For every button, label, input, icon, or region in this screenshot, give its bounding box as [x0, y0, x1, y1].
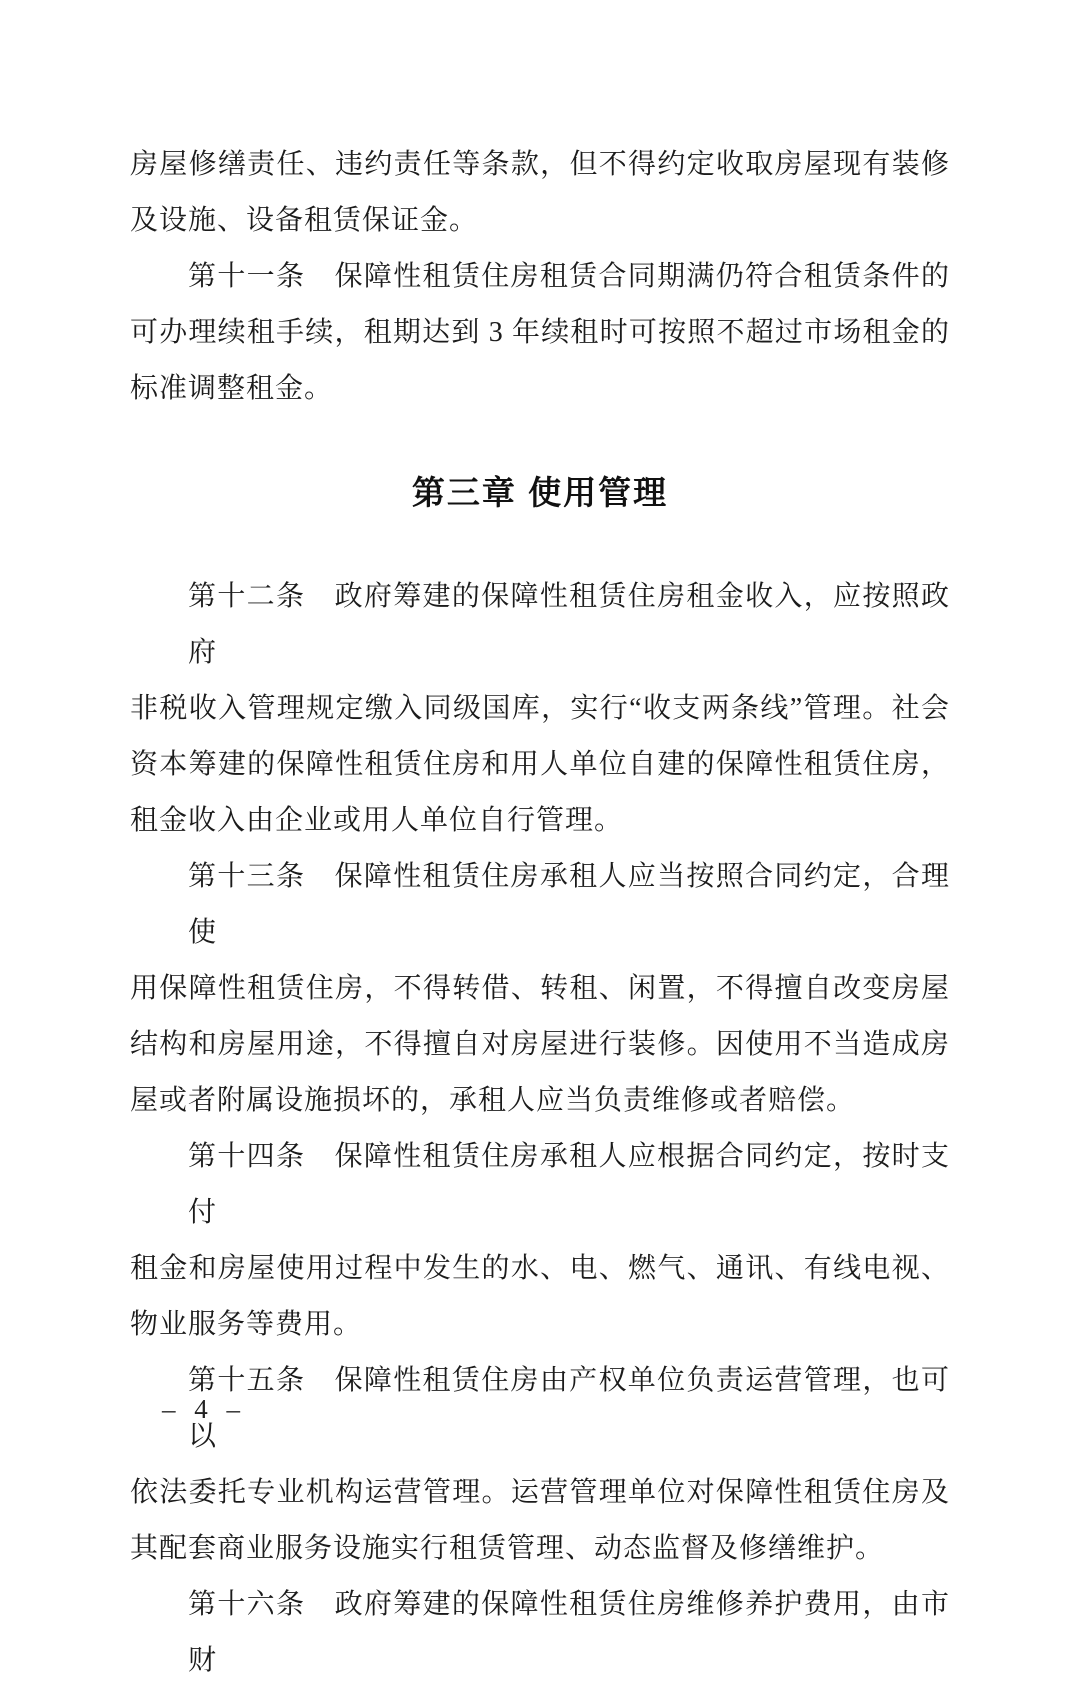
body-line-article-14: 第十四条 保障性租赁住房承租人应根据合同约定，按时支付	[188, 1141, 950, 1228]
body-line: 租金和房屋使用过程中发生的水、电、燃气、通讯、有线电视、	[130, 1253, 950, 1284]
body-line: 标准调整租金。	[130, 373, 334, 404]
body-line: 非税收入管理规定缴入同级国库，实行“收支两条线”管理。社会	[130, 693, 950, 724]
body-line-article-12: 第十二条 政府筹建的保障性租赁住房租金收入，应按照政府	[188, 581, 950, 668]
body-line: 用保障性租赁住房，不得转借、转租、闲置，不得擅自改变房屋	[130, 973, 950, 1004]
body-line: 其配套商业服务设施实行租赁管理、动态监督及修缮维护。	[130, 1533, 885, 1564]
body-line: 依法委托专业机构运营管理。运营管理单位对保障性租赁住房及	[130, 1477, 950, 1508]
body-line: 资本筹建的保障性租赁住房和用人单位自建的保障性租赁住房，	[130, 749, 950, 780]
body-line: 结构和房屋用途，不得擅自对房屋进行装修。因使用不当造成房	[130, 1029, 950, 1060]
body-line-article-16: 第十六条 政府筹建的保障性租赁住房维修养护费用，由市财	[188, 1589, 950, 1676]
body-line: 屋或者附属设施损坏的，承租人应当负责维修或者赔偿。	[130, 1085, 856, 1116]
body-line-article-11: 第十一条 保障性租赁住房租赁合同期满仍符合租赁条件的	[188, 261, 950, 292]
body-line-article-15: 第十五条 保障性租赁住房由产权单位负责运营管理，也可以	[188, 1365, 950, 1452]
page-number: – 4 –	[162, 1394, 246, 1424]
chapter-heading: 第三章 使用管理	[411, 474, 669, 511]
document-body	[130, 137, 950, 1689]
body-line-article-13: 第十三条 保障性租赁住房承租人应当按照合同约定，合理使	[188, 861, 950, 948]
body-line: 租金收入由企业或用人单位自行管理。	[130, 805, 624, 836]
body-line: 房屋修缮责任、违约责任等条款，但不得约定收取房屋现有装修	[130, 149, 950, 180]
body-line: 及设施、设备租赁保证金。	[130, 205, 479, 236]
body-line: 物业服务等费用。	[130, 1309, 363, 1340]
body-line: 可办理续租手续，租期达到 3 年续租时可按照不超过市场租金的	[130, 317, 950, 348]
